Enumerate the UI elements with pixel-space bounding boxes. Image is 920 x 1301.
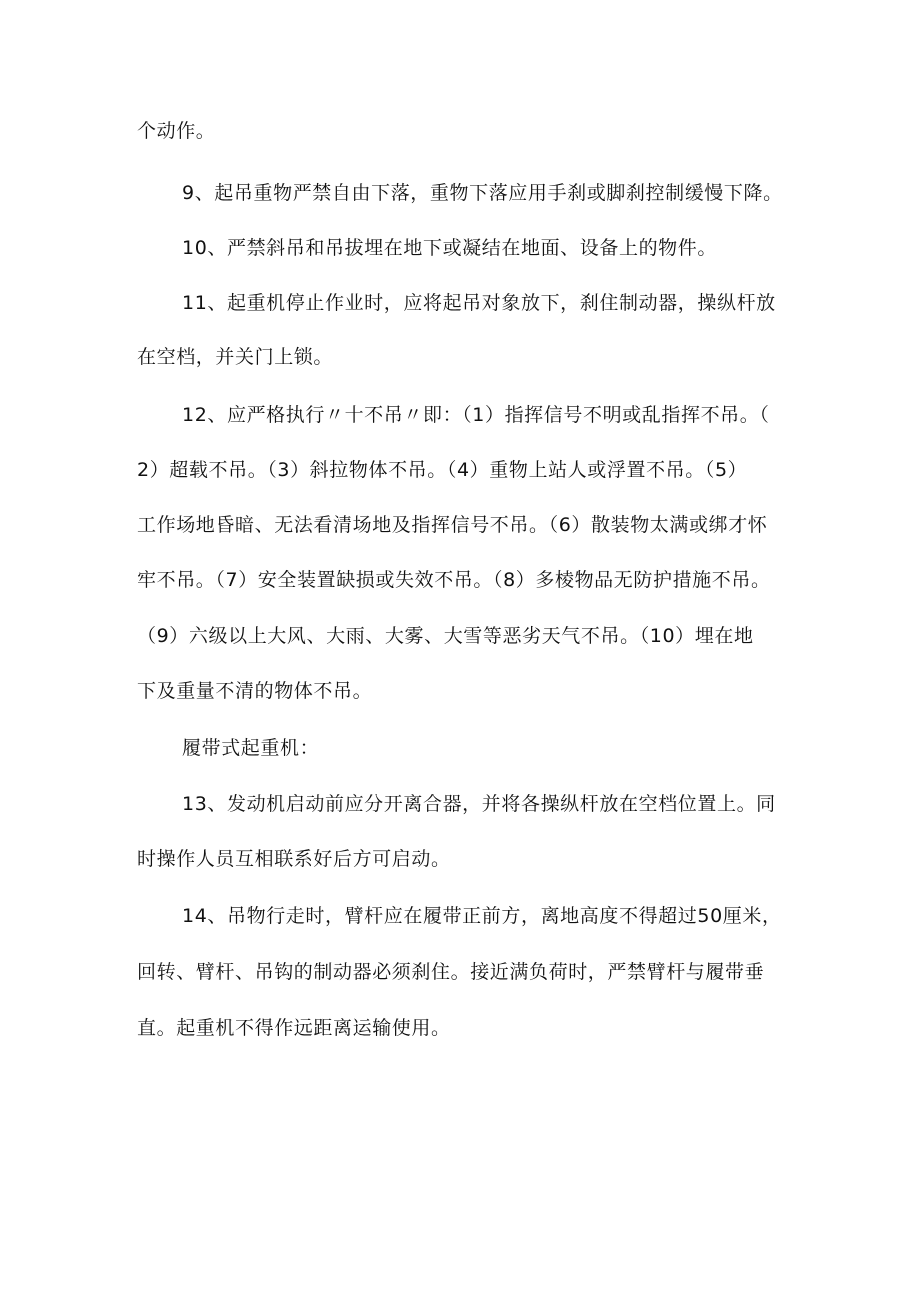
paragraph-12-line-5: （9）六级以上大风、大雨、大雾、大雪等恶劣天气不吊。（10）埋在地 xyxy=(137,625,754,647)
paragraph-12-line-1: 12、应严格执行〃十不吊〃即：（1）指挥信号不明或乱指挥不吊。（ xyxy=(182,404,770,426)
paragraph-12-line-6: 下及重量不清的物体不吊。 xyxy=(137,680,373,702)
paragraph-12-line-4: 牢不吊。（7）安全装置缺损或失效不吊。（8）多棱物品无防护措施不吊。 xyxy=(137,569,771,591)
paragraph-12-line-2: 2）超载不吊。（3）斜拉物体不吊。（4）重物上站人或浮置不吊。（5） xyxy=(137,459,748,481)
paragraph-14-line-1: 14、吊物行走时，臂杆应在履带正前方，离地高度不得超过50厘米， xyxy=(182,905,782,927)
paragraph-11-line-2: 在空档，并关门上锁。 xyxy=(137,346,334,368)
paragraph-13-line-1: 13、发动机启动前应分开离合器，并将各操纵杆放在空档位置上。同 xyxy=(182,793,776,815)
paragraph-14-line-3: 直。起重机不得作远距离运输使用。 xyxy=(137,1017,451,1039)
paragraph-9-line-1: 9、起吊重物严禁自由下落，重物下落应用手刹或脚刹控制缓慢下降。 xyxy=(182,182,783,204)
paragraph-8-line-1: 个动作。 xyxy=(137,120,216,142)
section-heading-crawler-crane: 履带式起重机： xyxy=(182,737,320,759)
paragraph-14-line-2: 回转、臂杆、吊钩的制动器必须刹住。接近满负荷时，严禁臂杆与履带垂 xyxy=(137,961,765,983)
paragraph-11-line-1: 11、起重机停止作业时，应将起吊对象放下，刹住制动器，操纵杆放 xyxy=(182,292,776,314)
paragraph-13-line-2: 时操作人员互相联系好后方可启动。 xyxy=(137,848,451,870)
paragraph-12-line-3: 工作场地昏暗、无法看清场地及指挥信号不吊。（6）散装物太满或绑才怀 xyxy=(137,514,768,536)
paragraph-10-line-1: 10、严禁斜吊和吊拔埋在地下或凝结在地面、设备上的物件。 xyxy=(182,237,717,259)
